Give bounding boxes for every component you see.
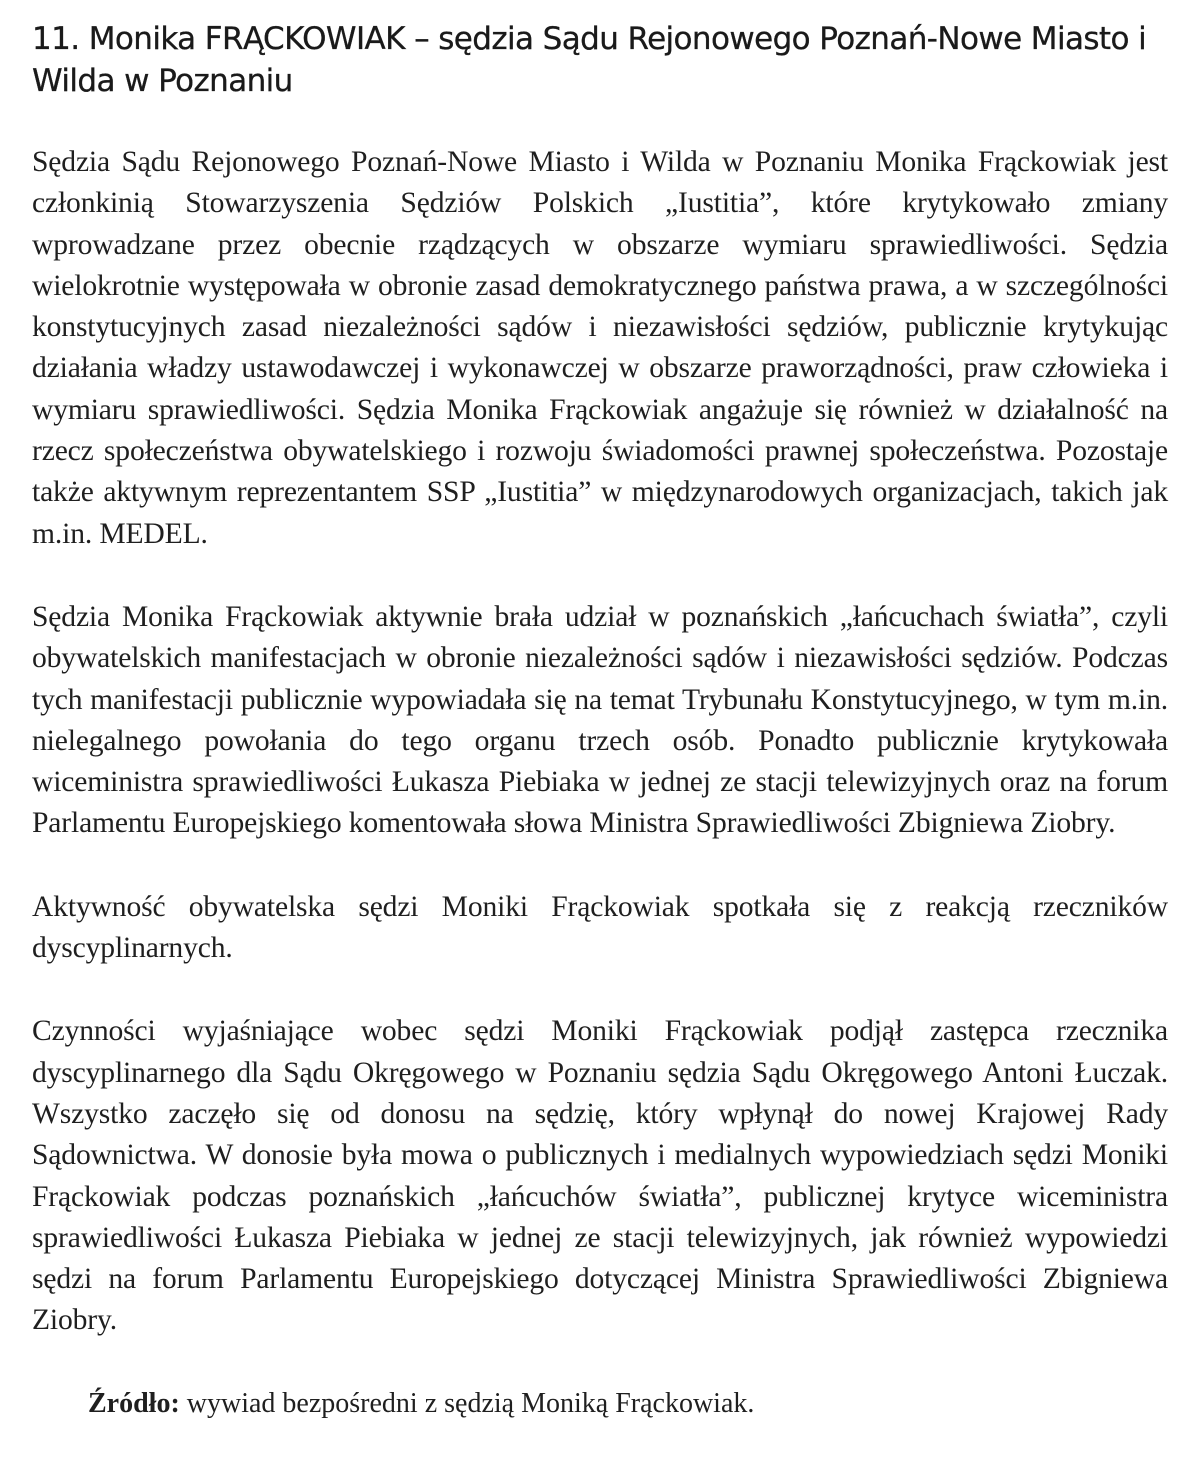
paragraph-disciplinary-reaction: Aktywność obywatelska sędzi Moniki Frąckowiak spotkała się z reakcją rzeczników dyscyplinarnych. — [32, 890, 1168, 965]
paragraph-public-activity: Sędzia Monika Frąckowiak aktywnie brała udział w poznańskich „łańcuchach światła”, czyli obywatelskich manifestacjach w obronie niezależności sądów i niezawisłości sędziów. Podczas tych manifestacji publicznie wypowiadała się na temat Trybunału Konstytucyjnego, w tym m.in. nielegalnego powołania do tego organu trzech osób. Ponadto publicznie krytykowała wiceministra sprawiedliwości Łukasza Piebiaka w jednej ze stacji telewizyjnych oraz na forum Parlamentu Europejskiego komentowała słowa Ministra Sprawiedliwości Zbigniewa Ziobry. — [32, 600, 1168, 840]
section-heading: 11. Monika FRĄCKOWIAK – sędzia Sądu Rejonowego Poznań-Nowe Miasto i Wilda w Poznaniu — [32, 21, 1147, 99]
paragraph-explanatory-proceedings: Czynności wyjaśniające wobec sędzi Moniki Frąckowiak podjął zastępca rzecznika dyscyplinarnego dla Sądu Okręgowego w Poznaniu sędzia Sądu Okręgowego Antoni Łuczak. Wszystko zaczęło się od donosu na sędzię, który wpłynął do nowej Krajowej Rady Sądownictwa. W donosie była mowa o publicznych i medialnych wypowiedziach sędzi Moniki Frąckowiak podczas poznańskich „łańcuchów światła”, publicznej krytyce wiceministra sprawiedliwości Łukasza Piebiaka w jednej ze stacji telewizyjnych, jak również wypowiedzi sędzi na forum Parlamentu Europejskiego dotyczącej Ministra Sprawiedliwości Zbigniewa Ziobry. — [32, 1015, 1168, 1337]
source-note — [88, 1384, 1168, 1424]
source-text: wywiad bezpośredni z sędzią Moniką Frąckowiak. — [179, 1387, 755, 1419]
paragraph-background: Sędzia Sądu Rejonowego Poznań-Nowe Miasto i Wilda w Poznaniu Monika Frąckowiak jest członkinią Stowarzyszenia Sędziów Polskich „Iustitia”, które krytykowało zmiany wprowadzane przez obecnie rządzących w obszarze wymiaru sprawiedliwości. Sędzia wielokrotnie występowała w obronie zasad demokratycznego państwa prawa, a w szczególności konstytucyjnych zasad niezależności sądów i niezawisłości sędziów, publicznie krytykując działania władzy ustawodawczej i wykonawczej w obszarze praworządności, praw człowieka i wymiaru sprawiedliwości. Sędzia Monika Frąckowiak angażuje się również w działalność na rzecz społeczeństwa obywatelskiego i rozwoju świadomości prawnej społeczeństwa. Pozostaje także aktywnym reprezentantem SSP „Iustitia” w międzynarodowych organizacjach, takich jak m.in. MEDEL. — [32, 146, 1168, 550]
source-label: Źródło: — [88, 1387, 180, 1419]
